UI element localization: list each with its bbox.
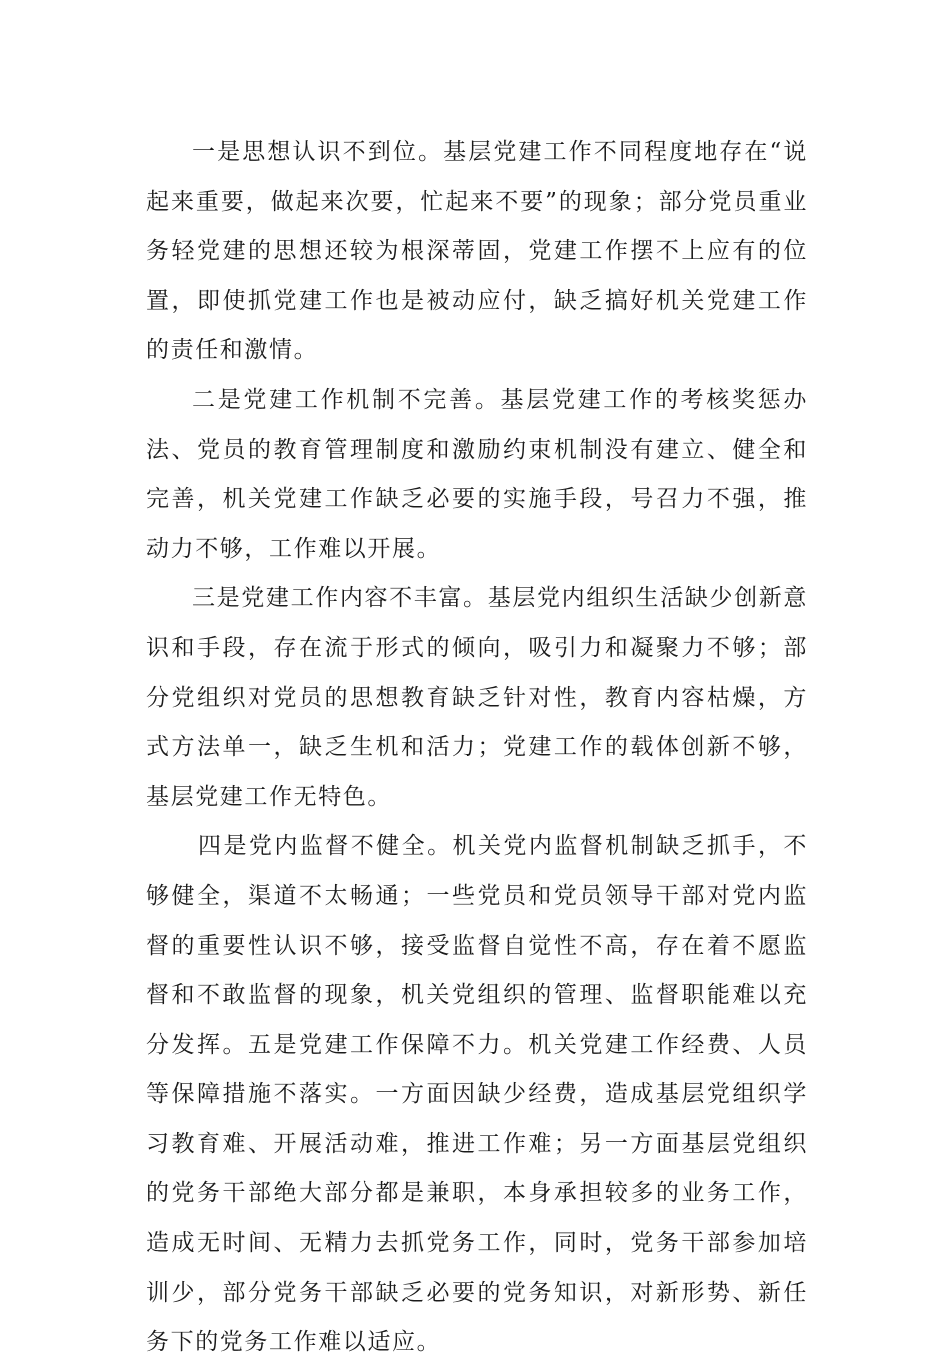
paragraph-4: 四是党内监督不健全。机关党内监督机制缺乏抓手，不够健全，渠道不太畅通；一些党员和党员领导干部对党内监督的重要性认识不够，接受监督自觉性不高，存在着不愿监督和不敢监督的现象，机关党组织的管理、监督职能难以充分发挥。五是党建工作保障不力。机关党建工作经费、人员等保障措施不落实。一方面因缺少经费，造成基层党组织学习教育难、开展活动难，推进工作难；另一方面基层党组织的党务干部绝大部分都是兼职，本身承担较多的业务工作，造成无时间、无精力去抓党务工作，同时，党务干部参加培训少，部分党务干部缺乏必要的党务知识，对新形势、新任务下的党务工作难以适应。 — [146, 833, 808, 1356]
paragraph-2: 二是党建工作机制不完善。基层党建工作的考核奖惩办法、党员的教育管理制度和激励约束机制没有建立、健全和完善，机关党建工作缺乏必要的实施手段，号召力不强，推动力不够，工作难以开展。 — [146, 386, 808, 562]
document-page — [146, 128, 808, 1368]
paragraph-1: 一是思想认识不到位。基层党建工作不同程度地存在“说起来重要，做起来次要，忙起来不要”的现象；部分党员重业务轻党建的思想还较为根深蒂固，党建工作摆不上应有的位置，即使抓党建工作也是被动应付，缺乏搞好机关党建工作的责任和激情。 — [146, 139, 808, 364]
paragraph-3: 三是党建工作内容不丰富。基层党内组织生活缺少创新意识和手段，存在流于形式的倾向，吸引力和凝聚力不够；部分党组织对党员的思想教育缺乏针对性，教育内容枯燥，方式方法单一，缺乏生机和活力；党建工作的载体创新不够，基层党建工作无特色。 — [146, 585, 808, 810]
